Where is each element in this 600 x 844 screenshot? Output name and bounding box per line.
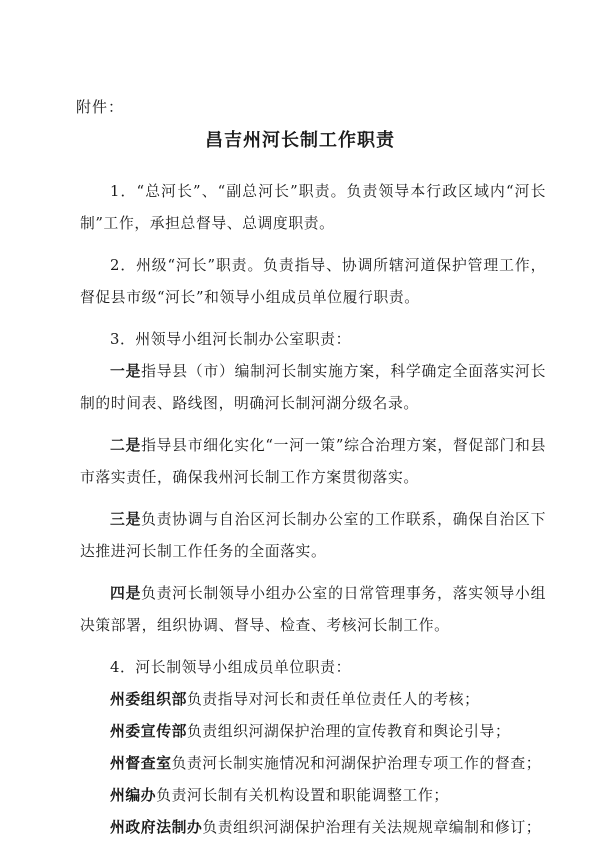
unit-duty-2 — [80, 716, 546, 748]
unit-name: 州督查室 — [110, 755, 172, 772]
unit-name: 州政府法制办 — [110, 819, 203, 836]
unit-name: 州编办 — [110, 787, 157, 804]
paragraph-3 — [80, 324, 546, 356]
unit-name: 州委宣传部 — [110, 723, 187, 740]
attachment-label: 附件： — [76, 98, 125, 116]
paragraph-2 — [80, 250, 546, 314]
document-body — [80, 176, 546, 844]
unit-duty-3 — [80, 748, 546, 780]
unit-duty-text: 负责指导对河长和责任单位责任人的考核； — [187, 691, 480, 708]
paragraph-2-text: 2．州级“河长”职责。负责指导、协调所辖河道保护管理工作，督促县市级“河长”和领导小组成员单位履行职责。 — [80, 257, 546, 306]
unit-name: 州委组织部 — [110, 691, 187, 708]
item-text: 指导县市细化实化“一河一策”综合治理方案，督促部门和县市落实责任，确保我州河长制工作方案贯彻落实。 — [80, 437, 546, 486]
paragraph-3-item-3 — [80, 504, 546, 568]
paragraph-4 — [80, 652, 546, 684]
item-lead: 四是 — [110, 585, 142, 602]
unit-duty-4 — [80, 780, 546, 812]
document-title: 昌吉州河长制工作职责 — [205, 130, 395, 151]
paragraph-3-item-1 — [80, 356, 546, 420]
paragraph-3-item-4 — [80, 578, 546, 642]
unit-duty-1 — [80, 684, 546, 716]
item-lead: 二是 — [110, 437, 142, 454]
unit-duty-text: 负责河长制实施情况和河湖保护治理专项工作的督查； — [171, 755, 542, 772]
item-text: 指导县（市）编制河长制实施方案，科学确定全面落实河长制的时间表、路线图，明确河长制河湖分级名录。 — [80, 363, 546, 412]
paragraph-1 — [80, 176, 546, 240]
item-lead: 一是 — [110, 363, 142, 380]
paragraph-4-text: 4．河长制领导小组成员单位职责： — [110, 659, 351, 676]
paragraph-3-text: 3．州领导小组河长制办公室职责： — [110, 331, 351, 348]
unit-duty-text: 负责组织河湖保护治理有关法规规章编制和修订； — [202, 819, 542, 836]
paragraph-3-item-2 — [80, 430, 546, 494]
unit-duty-text: 负责河长制有关机构设置和职能调整工作； — [156, 787, 449, 804]
item-text: 负责河长制领导小组办公室的日常管理事务，落实领导小组决策部署，组织协调、督导、检查、考核河长制工作。 — [80, 585, 546, 634]
unit-duty-5 — [80, 812, 546, 844]
item-lead: 三是 — [110, 511, 142, 528]
unit-duty-text: 负责组织河湖保护治理的宣传教育和舆论引导； — [187, 723, 511, 740]
item-text: 负责协调与自治区河长制办公室的工作联系，确保自治区下达推进河长制工作任务的全面落实。 — [80, 511, 546, 560]
paragraph-1-text: 1．“总河长”、“副总河长”职责。负责领导本行政区域内“河长制”工作，承担总督导、总调度职责。 — [80, 183, 546, 232]
